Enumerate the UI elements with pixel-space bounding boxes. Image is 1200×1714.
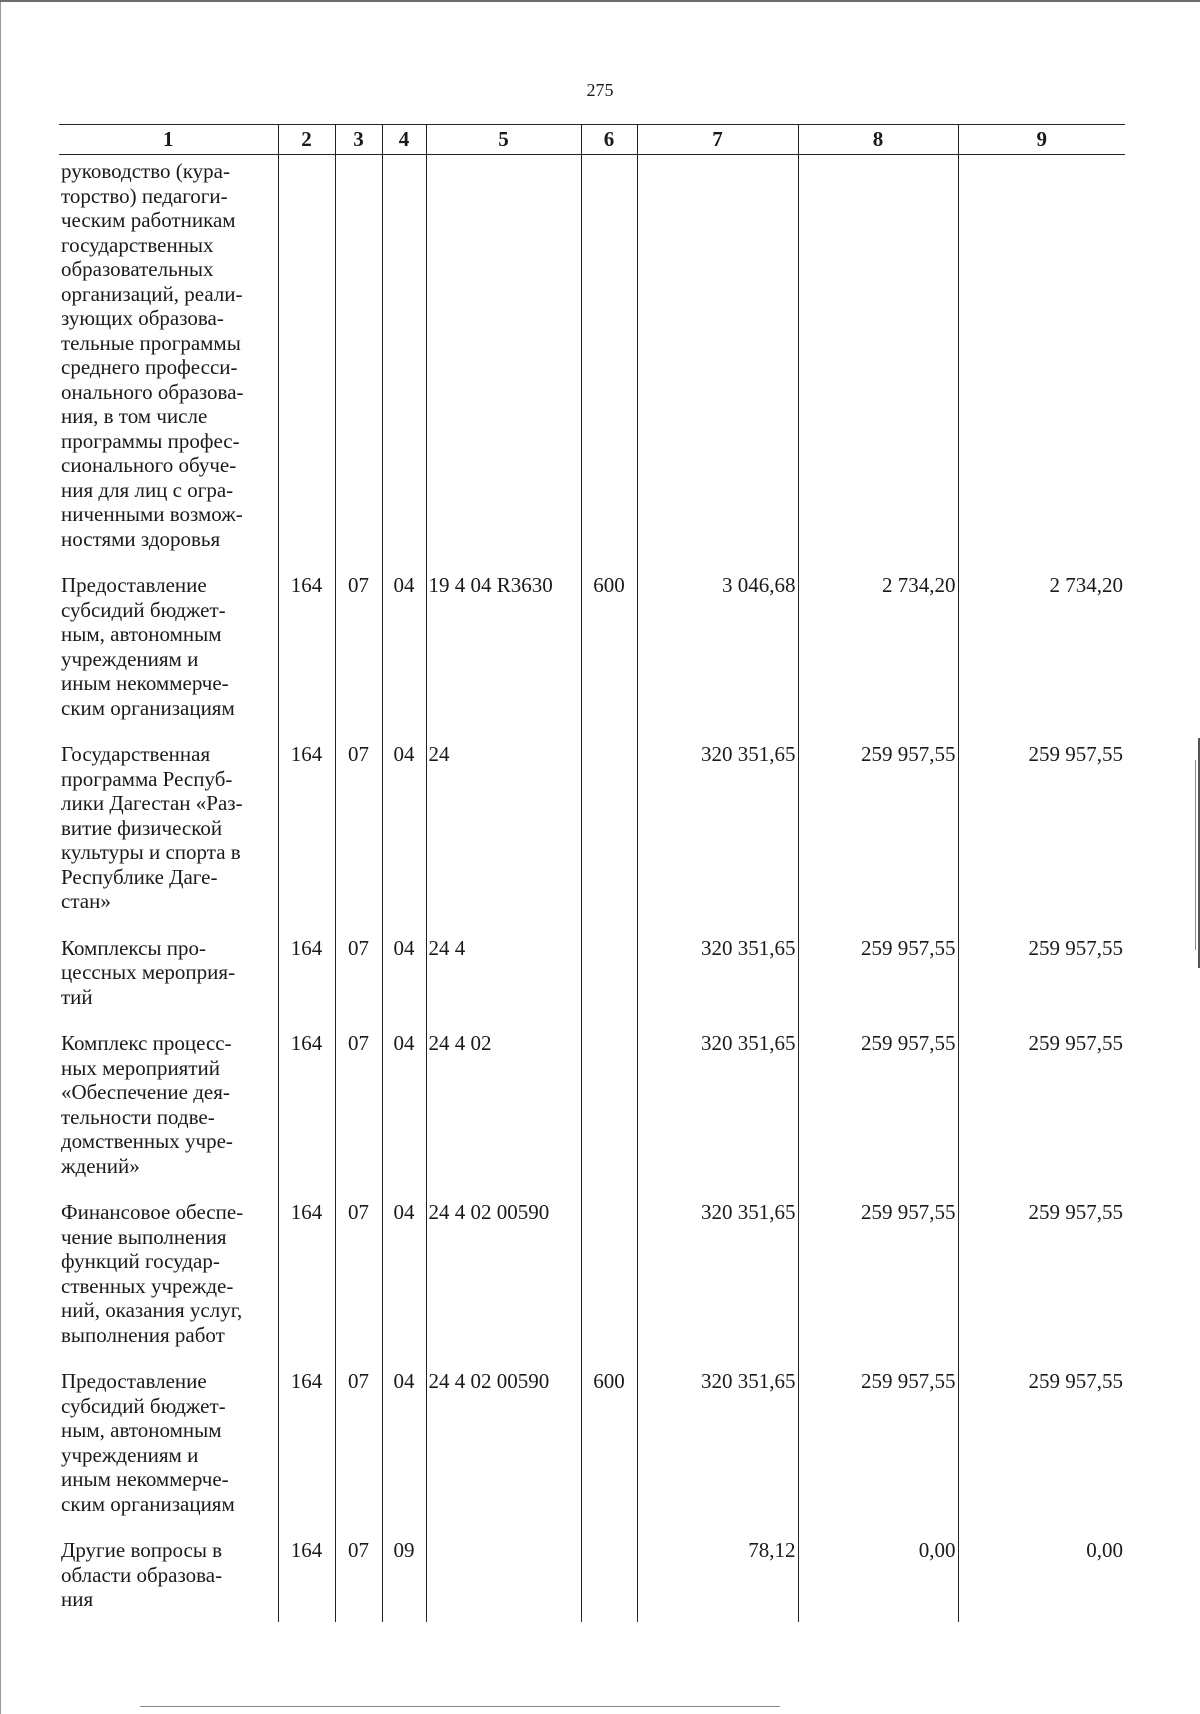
row-description	[59, 928, 278, 1024]
description-line: «Обеспечение дея-	[61, 1080, 230, 1104]
subsection-code-cell: 04	[382, 1361, 426, 1530]
section-code-cell: 07	[335, 1023, 382, 1192]
header-row	[59, 125, 1125, 155]
description-line: Другие вопросы в	[61, 1538, 223, 1562]
description-line: ных мероприятий	[61, 1055, 220, 1080]
ministry-code-cell: 164	[278, 1192, 335, 1361]
amount-col7-cell: 320 351,65	[637, 928, 798, 1024]
subsection-code-cell: 04	[382, 1192, 426, 1361]
amount-col7-cell: 320 351,65	[637, 1192, 798, 1361]
header-cell: 4	[382, 125, 426, 155]
description-line: Предоставление	[61, 573, 207, 597]
description-line: области образова-	[61, 1562, 223, 1587]
description-line: витие физической	[61, 815, 223, 840]
description-line: ным, автономным	[61, 622, 222, 646]
description-line: ским организациям	[61, 695, 235, 720]
expense-type-cell: 600	[581, 1361, 637, 1530]
description-line: руководство (кура-	[61, 159, 230, 183]
table-row	[59, 734, 1125, 928]
amount-col8-cell	[798, 155, 958, 566]
ministry-code-cell: 164	[278, 565, 335, 734]
amount-col8-cell: 259 957,55	[798, 1361, 958, 1530]
row-description	[59, 565, 278, 734]
description-line: иным некоммерче-	[61, 671, 229, 695]
amount-col9-cell: 2 734,20	[958, 565, 1125, 734]
header-cell: 5	[426, 125, 581, 155]
expense-type-cell	[581, 734, 637, 928]
description-line: Комплекс процесс-	[61, 1031, 232, 1055]
ministry-code-cell: 164	[278, 928, 335, 1024]
amount-col8-cell: 259 957,55	[798, 928, 958, 1024]
table-row	[59, 1530, 1125, 1622]
description-line: ным, автономным	[61, 1418, 222, 1442]
description-line: учреждениям и	[61, 1442, 199, 1467]
row-description	[59, 1023, 278, 1192]
page-frame-top	[0, 0, 1200, 2]
amount-col8-cell: 0,00	[798, 1530, 958, 1622]
section-code-cell: 07	[335, 565, 382, 734]
description-line: Государственная	[61, 742, 211, 766]
table-row	[59, 155, 1125, 566]
section-code-cell: 07	[335, 928, 382, 1024]
description-line: Республике Даге-	[61, 864, 218, 889]
page-number: 275	[586, 80, 614, 100]
amount-col9-cell: 259 957,55	[958, 928, 1125, 1024]
description-line: субсидий бюджет-	[61, 597, 226, 622]
subsection-code-cell: 04	[382, 928, 426, 1024]
description-line: торство) педагоги-	[61, 183, 228, 208]
header-cell: 1	[59, 125, 278, 155]
description-line: Комплексы про-	[61, 935, 206, 960]
description-line: культуры и спорта в	[61, 840, 241, 864]
target-article-cell: 24 4 02	[426, 1023, 581, 1192]
description-line: учреждениям и	[61, 646, 199, 671]
description-line: стан»	[61, 889, 111, 913]
description-line: ственных учрежде-	[61, 1273, 234, 1298]
description-line: домственных учре-	[61, 1129, 233, 1153]
header-cell: 2	[278, 125, 335, 155]
description-line: иным некоммерче-	[61, 1467, 229, 1491]
description-line: Предоставление	[61, 1369, 207, 1393]
ministry-code-cell	[278, 155, 335, 566]
amount-col8-cell: 259 957,55	[798, 1192, 958, 1361]
ministry-code-cell: 164	[278, 1361, 335, 1530]
amount-col8-cell: 259 957,55	[798, 1023, 958, 1192]
bottom-rule	[140, 1706, 780, 1707]
description-line: ждений»	[61, 1153, 140, 1178]
amount-col7-cell: 320 351,65	[637, 1023, 798, 1192]
description-line: ским организациям	[61, 1491, 235, 1516]
scan-mark	[1195, 760, 1196, 950]
subsection-code-cell: 04	[382, 1023, 426, 1192]
section-code-cell: 07	[335, 1192, 382, 1361]
amount-col9-cell: 0,00	[958, 1530, 1125, 1622]
target-article-cell	[426, 155, 581, 566]
description-line: субсидий бюджет-	[61, 1393, 226, 1418]
amount-col9-cell	[958, 155, 1125, 566]
subsection-code-cell: 04	[382, 734, 426, 928]
description-line: ческим работникам	[61, 208, 236, 232]
description-line: выполнения работ	[61, 1322, 225, 1347]
target-article-cell: 24 4 02 00590	[426, 1192, 581, 1361]
description-line: программы профес-	[61, 428, 240, 453]
table-row	[59, 1023, 1125, 1192]
header-cell: 3	[335, 125, 382, 155]
description-line: онального образова-	[61, 379, 244, 404]
row-description	[59, 1361, 278, 1530]
section-code-cell: 07	[335, 734, 382, 928]
ministry-code-cell: 164	[278, 734, 335, 928]
description-line: ния для лиц с огра-	[61, 477, 234, 502]
expense-type-cell	[581, 1530, 637, 1622]
table-row	[59, 565, 1125, 734]
expense-type-cell	[581, 1023, 637, 1192]
amount-col7-cell	[637, 155, 798, 566]
target-article-cell: 24 4 02 00590	[426, 1361, 581, 1530]
description-line: Финансовое обеспе-	[61, 1200, 244, 1224]
description-line: ния, в том числе	[61, 404, 208, 428]
row-description	[59, 1192, 278, 1361]
amount-col9-cell: 259 957,55	[958, 1361, 1125, 1530]
description-line: тий	[61, 984, 93, 1009]
amount-col8-cell: 2 734,20	[798, 565, 958, 734]
amount-col7-cell: 3 046,68	[637, 565, 798, 734]
table-row	[59, 928, 1125, 1024]
section-code-cell	[335, 155, 382, 566]
amount-col9-cell: 259 957,55	[958, 1192, 1125, 1361]
description-line: государственных	[61, 232, 214, 257]
expense-type-cell	[581, 1192, 637, 1361]
description-line: зующих образова-	[61, 306, 224, 330]
header-cell: 6	[581, 125, 637, 155]
row-description	[59, 1530, 278, 1622]
description-line: программа Респуб-	[61, 766, 233, 791]
description-line: тельные программы	[61, 330, 241, 355]
target-article-cell	[426, 1530, 581, 1622]
amount-col9-cell: 259 957,55	[958, 1023, 1125, 1192]
description-line: ния	[61, 1587, 94, 1611]
description-line: среднего професси-	[61, 355, 238, 379]
description-line: цессных мероприя-	[61, 960, 236, 984]
description-line: функций государ-	[61, 1249, 220, 1273]
expense-type-cell: 600	[581, 565, 637, 734]
description-line: организаций, реали-	[61, 281, 243, 306]
section-code-cell: 07	[335, 1361, 382, 1530]
row-description	[59, 155, 278, 566]
amount-col7-cell: 320 351,65	[637, 1361, 798, 1530]
table-row	[59, 1361, 1125, 1530]
amount-col9-cell: 259 957,55	[958, 734, 1125, 928]
target-article-cell: 19 4 04 R3630	[426, 565, 581, 734]
description-line: лики Дагестан «Раз-	[61, 791, 243, 815]
ministry-code-cell: 164	[278, 1023, 335, 1192]
description-line: тельности подве-	[61, 1104, 215, 1129]
table-row	[59, 1192, 1125, 1361]
row-description	[59, 734, 278, 928]
target-article-cell: 24	[426, 734, 581, 928]
table-body	[59, 155, 1125, 1622]
description-line: ностями здоровья	[61, 526, 221, 551]
description-line: сионального обуче-	[61, 453, 237, 477]
page-frame-left	[0, 0, 1, 1714]
subsection-code-cell: 04	[382, 565, 426, 734]
subsection-code-cell	[382, 155, 426, 566]
header-cell: 9	[958, 125, 1125, 155]
description-line: образовательных	[61, 257, 214, 281]
expense-type-cell	[581, 928, 637, 1024]
description-line: ниченными возмож-	[61, 502, 243, 526]
ministry-code-cell: 164	[278, 1530, 335, 1622]
budget-table	[59, 124, 1125, 1622]
description-line: ний, оказания услуг,	[61, 1298, 243, 1322]
section-code-cell: 07	[335, 1530, 382, 1622]
header-cell: 8	[798, 125, 958, 155]
amount-col8-cell: 259 957,55	[798, 734, 958, 928]
subsection-code-cell: 09	[382, 1530, 426, 1622]
amount-col7-cell: 320 351,65	[637, 734, 798, 928]
target-article-cell: 24 4	[426, 928, 581, 1024]
expense-type-cell	[581, 155, 637, 566]
amount-col7-cell: 78,12	[637, 1530, 798, 1622]
description-line: чение выполнения	[61, 1224, 227, 1249]
header-cell: 7	[637, 125, 798, 155]
